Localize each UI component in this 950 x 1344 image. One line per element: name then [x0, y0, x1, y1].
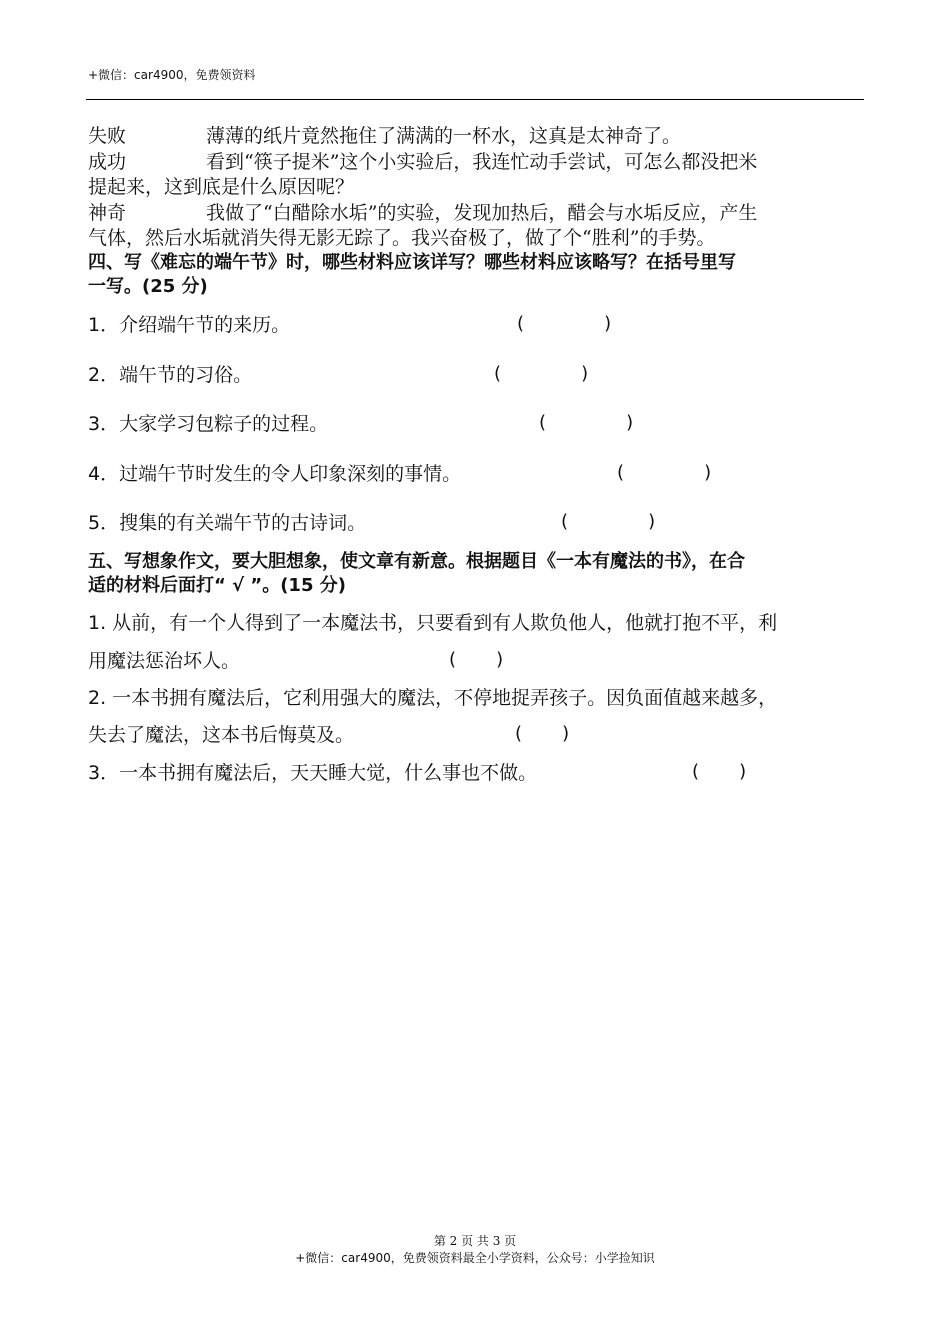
s3-row-3 — [88, 201, 868, 225]
check-blank[interactable]: ( ) — [449, 649, 504, 670]
s3-sentence: 薄薄的纸片竟然拖住了满满的一杯水，这真是太神奇了。 — [206, 125, 682, 147]
section-5-title: 五、写想象作文，要大胆想象，使文章有新意。根据题目《一本有魔法的书》，在合 — [88, 551, 745, 572]
page-number: 第 2 页 共 3 页 — [433, 1234, 517, 1248]
s5-item-3: 3．一本书拥有魔法后，天天睡大觉，什么事也不做。 — [88, 762, 538, 784]
s3-row-3-cont: 气体，然后水垢就消失得无影无踪了。我兴奋极了，做了个“胜利”的手势。 — [88, 227, 716, 249]
s3-row-2-cont: 提起来，这到底是什么原因呢？ — [88, 176, 355, 198]
s3-word: 神奇 — [88, 202, 127, 224]
section-4-title: 四、写《难忘的端午节》时，哪些材料应该详写？哪些材料应该略写？在括号里写 — [88, 252, 736, 273]
check-blank[interactable]: ( ) — [515, 723, 570, 744]
answer-blank[interactable]: ( ) — [517, 313, 612, 334]
check-blank[interactable]: ( ) — [692, 761, 747, 782]
s3-row-2 — [88, 150, 868, 174]
s5-item-1: 1. 从前，有一个人得到了一本魔法书，只要看到有人欺负他人，他就打抱不平，利 — [88, 612, 778, 634]
s3-word: 失败 — [88, 125, 127, 147]
section-5-title-cont: 适的材料后面打“ √ ”。(15 分) — [88, 575, 346, 596]
s3-row-1 — [88, 124, 868, 148]
s5-item-1-cont: 用魔法惩治坏人。 — [88, 650, 241, 672]
page-header: +微信：car4900，免费领资料 — [88, 68, 256, 82]
s4-item-1: 1．介绍端午节的来历。 — [88, 314, 291, 336]
answer-blank[interactable]: ( ) — [617, 462, 712, 483]
s4-item-2: 2．端午节的习俗。 — [88, 364, 253, 386]
answer-blank[interactable]: ( ) — [539, 412, 634, 433]
s3-word: 成功 — [88, 151, 127, 173]
s3-sentence: 我做了“白醋除水垢”的实验，发现加热后，醋会与水垢反应，产生 — [206, 202, 758, 224]
s4-item-5: 5．搜集的有关端午节的古诗词。 — [88, 512, 367, 534]
header-divider — [86, 99, 864, 100]
s3-sentence: 看到“筷子提米”这个小实验后，我连忙动手尝试，可怎么都没把米 — [206, 151, 758, 173]
s5-item-2-cont: 失去了魔法，这本书后悔莫及。 — [88, 724, 355, 746]
answer-blank[interactable]: ( ) — [561, 511, 656, 532]
page-footer: +微信：car4900，免费领资料最全小学资料，公众号：小学捡知识 — [295, 1251, 655, 1265]
s4-item-4: 4．过端午节时发生的令人印象深刻的事情。 — [88, 463, 462, 485]
section-4-title-cont: 一写。(25 分) — [88, 276, 208, 297]
s5-item-2: 2. 一本书拥有魔法后，它利用强大的魔法，不停地捉弄孩子。因负面值越来越多， — [88, 687, 778, 709]
s4-item-3: 3．大家学习包粽子的过程。 — [88, 413, 329, 435]
answer-blank[interactable]: ( ) — [494, 363, 589, 384]
